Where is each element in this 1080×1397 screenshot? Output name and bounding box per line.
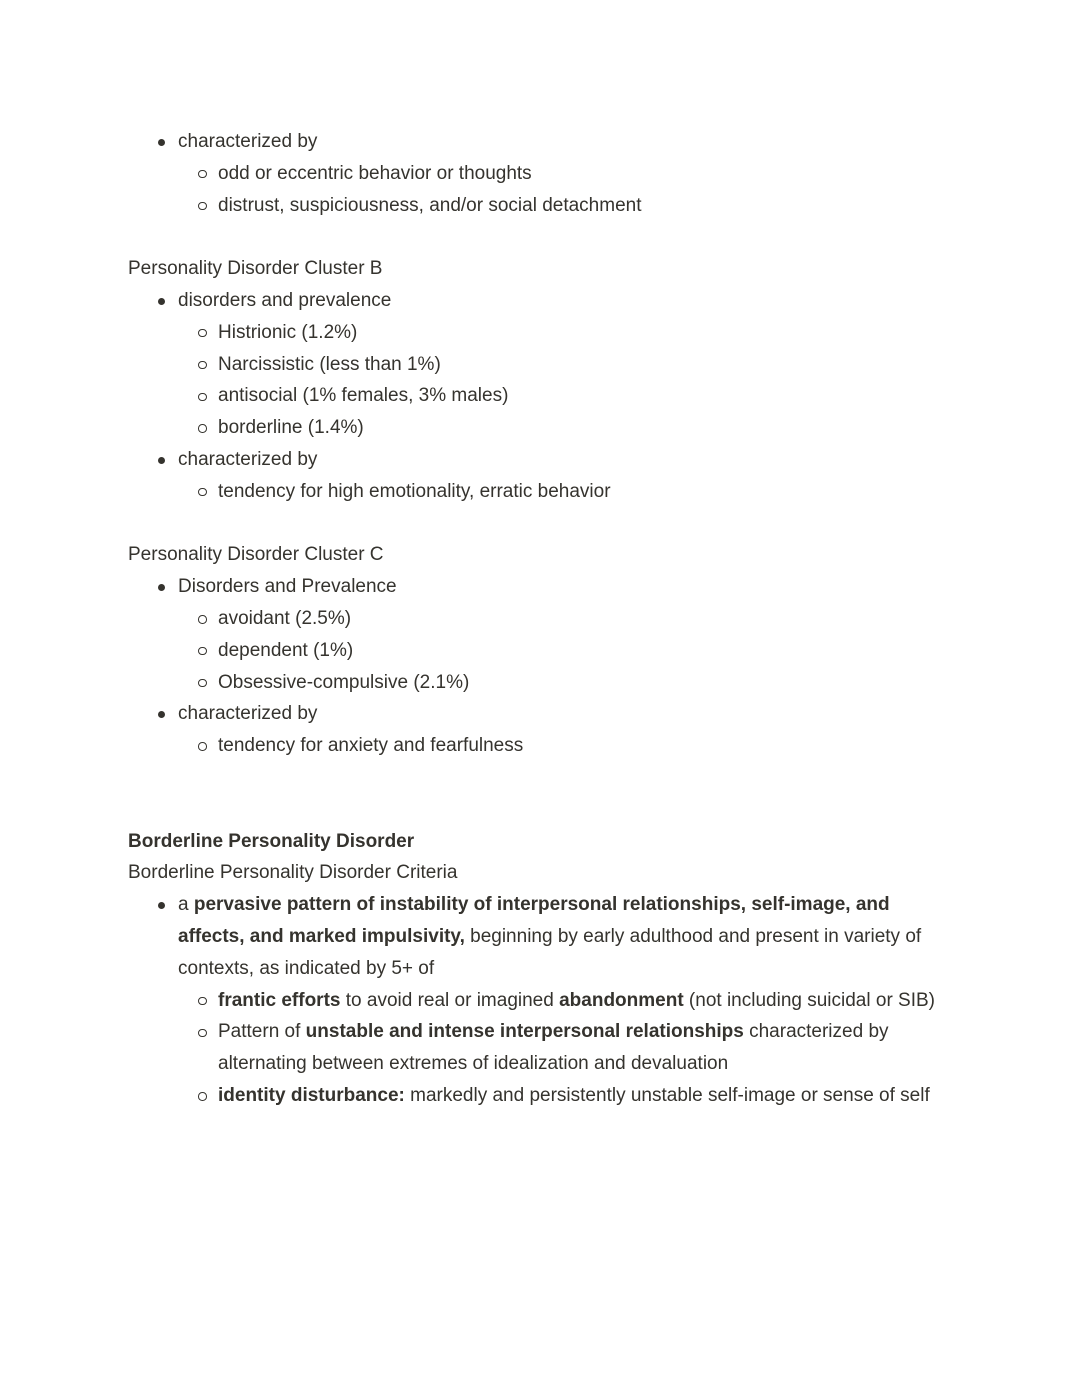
text-run: (not including suicidal or SIB) [683, 989, 935, 1011]
circle-bullet-icon [198, 742, 207, 751]
text-run: characterized by alternating between extremes of idealization and devaluation [218, 1021, 889, 1075]
text-run: a [178, 894, 194, 916]
bullet-icon [158, 902, 165, 909]
list-item [128, 349, 958, 381]
list-item-label: disorders and prevalence [178, 289, 392, 311]
section-heading-cluster-c: Personality Disorder Cluster C [128, 544, 384, 566]
list-item [128, 412, 958, 444]
criteria-item-text [218, 990, 935, 1011]
circle-bullet-icon [198, 393, 207, 402]
text-run-bold: identity disturbance: [218, 1084, 405, 1106]
blank-line [128, 221, 958, 253]
list-item-label: Narcissistic (less than 1%) [218, 353, 441, 375]
list-item [128, 158, 958, 190]
list-item [128, 667, 958, 699]
circle-bullet-icon [198, 679, 207, 688]
list-item-label: characterized by [178, 131, 318, 152]
list-item [128, 190, 958, 222]
text-run: markedly and persistently unstable self-image or sense of self [404, 1084, 930, 1106]
section-subheading-borderline-criteria: Borderline Personality Disorder Criteria [128, 862, 458, 884]
bullet-icon [158, 584, 165, 591]
list-item [128, 698, 958, 730]
bullet-icon [158, 139, 165, 146]
list-item-label: Disorders and Prevalence [178, 576, 397, 598]
list-item-label: characterized by [178, 703, 318, 725]
list-item [128, 476, 958, 508]
circle-bullet-icon [198, 202, 207, 211]
text-run-bold: pervasive pattern of instability of interpersonal relationships, self-image, and affects, and marked impulsivity, [178, 894, 890, 947]
blank-line [128, 508, 958, 540]
list-item-label: antisocial (1% females, 3% males) [218, 385, 509, 407]
circle-bullet-icon [198, 647, 207, 656]
list-item [128, 571, 958, 603]
text-run-bold: unstable and intense interpersonal relationships [305, 1021, 744, 1043]
circle-bullet-icon [198, 1029, 207, 1038]
criteria-item-text [218, 1085, 930, 1106]
text-run: to avoid real or imagined [340, 989, 560, 1011]
circle-bullet-icon [198, 329, 207, 338]
list-item-label: Histrionic (1.2%) [218, 321, 358, 343]
criteria-item-text [218, 1021, 889, 1074]
section-heading-borderline: Borderline Personality Disorder [128, 830, 415, 852]
text-run: beginning by early adulthood and present in variety of contexts, as indicated by 5+ of [178, 925, 922, 979]
circle-bullet-icon [198, 488, 207, 497]
list-item [128, 444, 958, 476]
list-item [128, 730, 958, 762]
bullet-icon [158, 711, 165, 718]
bullet-icon [158, 298, 165, 305]
list-item [128, 635, 958, 667]
text-run-bold: abandonment [559, 989, 684, 1011]
list-item [128, 126, 958, 158]
list-item-label: avoidant (2.5%) [218, 607, 352, 629]
circle-bullet-icon [198, 615, 207, 624]
list-item-label: dependent (1%) [218, 639, 354, 661]
text-run-bold: frantic efforts [218, 989, 341, 1011]
circle-bullet-icon [198, 1092, 207, 1101]
list-item [128, 285, 958, 317]
text-run: Pattern of [218, 1021, 306, 1043]
circle-bullet-icon [198, 170, 207, 179]
notes-page [128, 126, 958, 1112]
list-item-label: tendency for anxiety and fearfulness [218, 735, 524, 757]
list-item [128, 1016, 958, 1080]
list-item-label: characterized by [178, 448, 318, 470]
list-item [128, 985, 958, 1017]
list-item [128, 889, 958, 984]
list-item [128, 380, 958, 412]
circle-bullet-icon [198, 424, 207, 433]
section-heading-cluster-b: Personality Disorder Cluster B [128, 258, 383, 280]
list-item [128, 1080, 958, 1112]
list-item [128, 317, 958, 349]
bullet-icon [158, 457, 165, 464]
list-item-label: borderline (1.4%) [218, 417, 364, 439]
circle-bullet-icon [198, 997, 207, 1006]
list-item-label: odd or eccentric behavior or thoughts [218, 162, 532, 184]
blank-lines [128, 762, 958, 826]
list-item-label: Obsessive-compulsive (2.1%) [218, 671, 470, 693]
list-item [128, 603, 958, 635]
list-item-label: tendency for high emotionality, erratic behavior [218, 480, 611, 502]
criteria-intro-text [178, 894, 921, 979]
list-item-label: distrust, suspiciousness, and/or social detachment [218, 194, 642, 216]
circle-bullet-icon [198, 361, 207, 370]
